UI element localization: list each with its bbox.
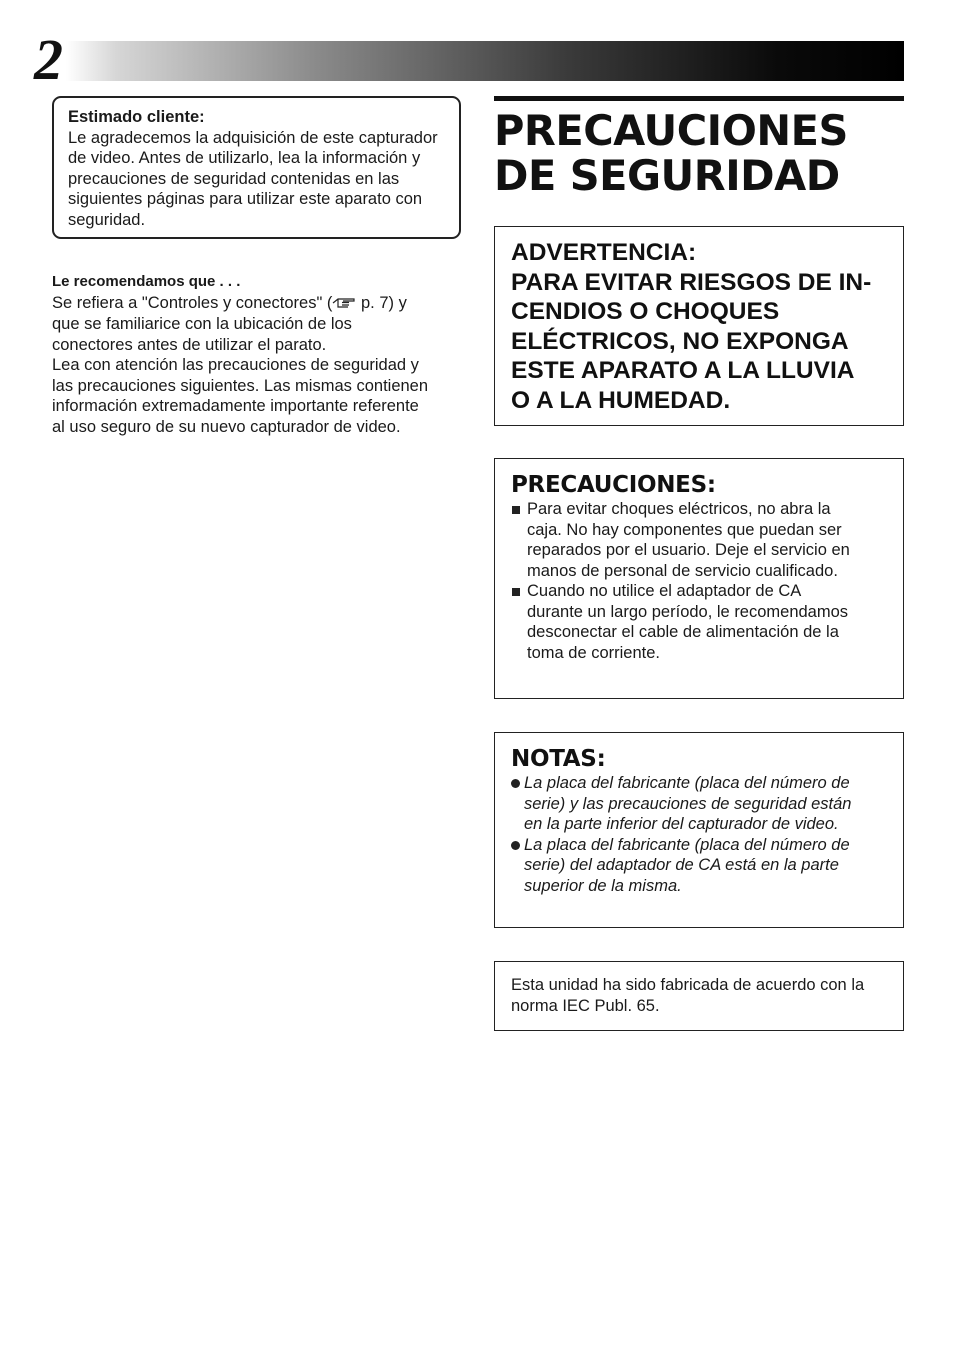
note-line: serie) del adaptador de CA está en la parte [524, 856, 839, 874]
pointing-hand-icon [332, 294, 356, 315]
precaution-line: Para evitar choques eléctricos, no abra la [527, 500, 831, 518]
note-line: en la parte inferior del capturador de video. [524, 815, 839, 833]
recommendation-line: que se familiarice con la ubicación de los [52, 315, 352, 333]
recommendation-heading: Le recomendamos que . . . [52, 273, 241, 290]
square-bullet-icon [512, 588, 520, 596]
recommendation-line: Lea con atención las precauciones de seguridad y [52, 356, 419, 374]
recommendation-line: información extremadamente importante referente [52, 397, 419, 415]
recommendation-text: Se refiera a "Controles y conectores" ( [52, 293, 333, 312]
precaution-item [511, 581, 893, 663]
precautions-box [494, 458, 904, 699]
recommendation-line: al uso seguro de su nuevo capturador de video. [52, 417, 401, 436]
precaution-line: reparados por el usuario. Deje el servicio en [527, 541, 850, 559]
warning-line: CENDIOS O CHOQUES [511, 298, 780, 325]
title-rule [494, 96, 904, 101]
iec-notice-line: Esta unidad ha sido fabricada de acuerdo con la [511, 976, 865, 994]
recommendation-line: las precauciones siguientes. Las mismas contienen [52, 376, 429, 395]
precaution-item [511, 499, 893, 581]
precaution-line: manos de personal de servicio cualificado. [527, 561, 838, 580]
note-item [511, 773, 893, 835]
note-line: serie) y las precauciones de seguridad están [524, 794, 852, 813]
notes-heading: NOTAS: [511, 746, 606, 772]
recommendation-line [52, 293, 462, 315]
warning-box [494, 226, 904, 426]
warning-line: ELÉCTRICOS, NO EXPONGA [511, 327, 849, 355]
warning-line: O A LA HUMEDAD. [511, 386, 731, 414]
page-title-line: DE SEGURIDAD [494, 151, 840, 200]
precaution-line: caja. No hay componentes que puedan ser [527, 520, 842, 539]
recommendation-text: p. 7) y [356, 293, 407, 312]
greeting-box [52, 96, 461, 239]
round-bullet-icon [511, 779, 520, 788]
warning-line: PARA EVITAR RIESGOS DE IN- [511, 268, 872, 296]
note-line: La placa del fabricante (placa del número de [524, 774, 850, 792]
square-bullet-icon [512, 506, 520, 514]
round-bullet-icon [511, 841, 520, 850]
note-line: La placa del fabricante (placa del número de [524, 835, 850, 854]
warning-line: ESTE APARATO A LA LLUVIA [511, 357, 855, 384]
precautions-heading: PRECAUCIONES: [511, 472, 716, 498]
precaution-line: toma de corriente. [527, 643, 660, 662]
precaution-line: desconectar el cable de alimentación de la [527, 623, 839, 641]
recommendation-line: conectores antes de utilizar el parato. [52, 335, 327, 354]
page-title [494, 108, 914, 198]
note-line: superior de la misma. [524, 876, 682, 895]
page-number: 2 [34, 27, 63, 92]
precaution-line: Cuando no utilice el adaptador de CA [527, 582, 802, 600]
page-title-line: PRECAUCIONES [494, 106, 848, 155]
greeting-title: Estimado cliente: [68, 108, 205, 126]
note-item [511, 835, 893, 897]
warning-heading: ADVERTENCIA: [511, 239, 697, 266]
greeting-body: Le agradecemos la adquisición de este capturador de video. Antes de utilizarlo, lea la información y precauciones de seguridad contenidas en las siguientes páginas para utilizar este aparato con seguridad. [68, 128, 438, 229]
precaution-line: durante un largo período, le recomendamos [527, 602, 849, 621]
iec-notice-box [494, 961, 904, 1031]
iec-notice-line: norma IEC Publ. 65. [511, 996, 660, 1015]
recommendation-section [52, 272, 462, 437]
header-gradient-bar [66, 41, 904, 81]
notes-box [494, 732, 904, 928]
